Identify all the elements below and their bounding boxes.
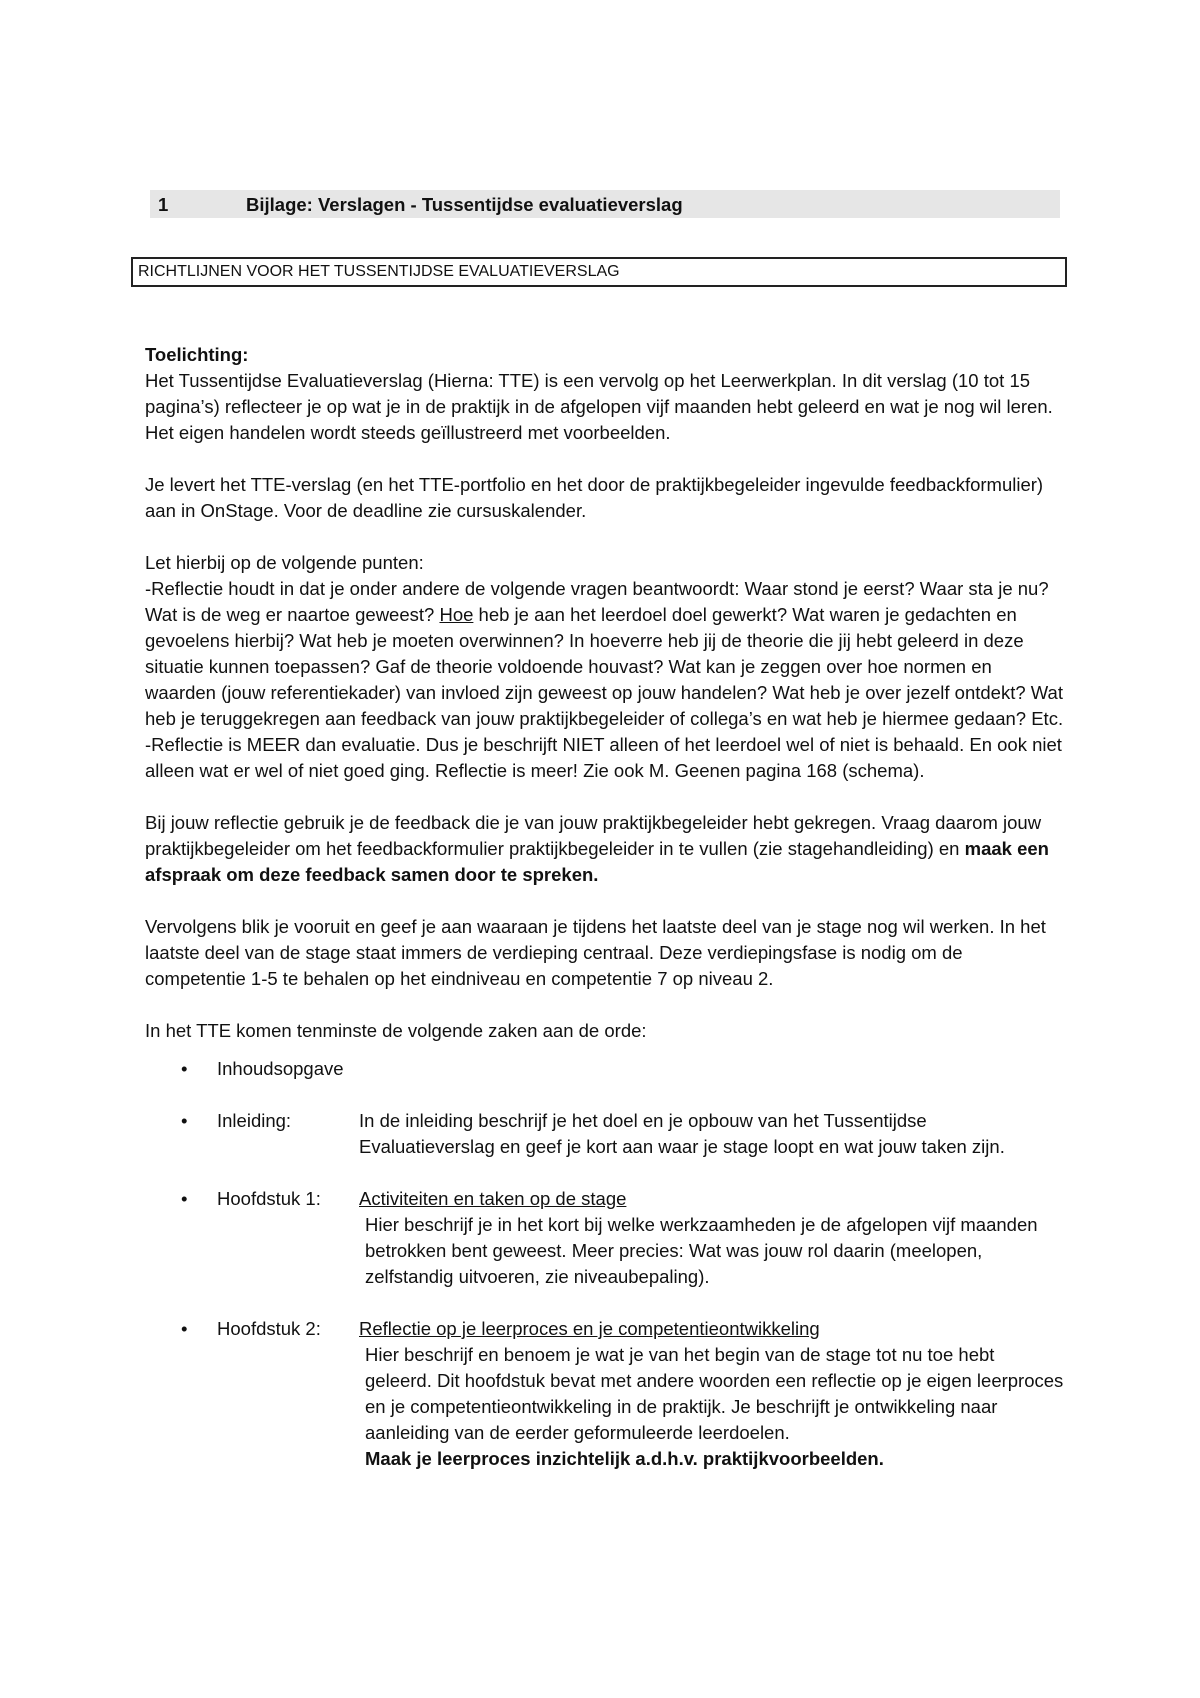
list-item (145, 1186, 1065, 1290)
para3-text: Bij jouw reflectie gebruik je de feedback die je van jouw praktijkbegeleider hebt gekregen. Vraag daarom jouw praktijkbegeleider om het feedbackformulier praktijkbegeleider in te vullen (zie stagehandleiding) en (145, 812, 1042, 859)
point1-hoe-underlined: Hoe (439, 604, 474, 625)
points-intro: Let hierbij op de volgende punten: (145, 552, 424, 573)
item-title: Activiteiten en taken op de stage (359, 1188, 627, 1209)
point1-text-a: -Reflectie houdt in dat je onder andere de volgende vragen beantwoordt: Waar stond je eerst? Waar sta je nu? Wat is de weg er naartoe geweest? (145, 578, 1049, 625)
item-text: Hier beschrijf en benoem je wat je van het begin van de stage tot nu toe hebt geleerd. Dit hoofdstuk bevat met andere woorden een reflectie op je eigen leerproces en je competentieontwikkeling in de praktijk. Je beschrijft je ontwikkeling naar aanleiding van de eerder geformuleerde leerdoelen. (365, 1344, 1064, 1443)
point-reflection-more: -Reflectie is MEER dan evaluatie. Dus je beschrijft NIET alleen of het leerdoel wel of niet is behaald. En ook niet alleen wat er wel of niet goed ging. Reflectie is meer! Zie ook M. Geenen pagina 168 (schema). (145, 734, 1062, 781)
paragraph-look-ahead: Vervolgens blik je vooruit en geef je aan waaraan je tijdens het laatste deel van je stage nog wil werken. In het laatste deel van de stage staat immers de verdieping centraal. Deze verdiepingsfase is nodig om de competentie 1-5 te behalen op het eindniveau en competentie 7 op niveau 2. (145, 916, 1046, 989)
list-item (145, 1108, 1065, 1160)
item-label: Hoofdstuk 1: (217, 1188, 321, 1209)
paragraph-contents-intro: In het TTE komen tenminste de volgende zaken aan de orde: (145, 1020, 647, 1041)
list-item (145, 1316, 1065, 1472)
item-bold-text: Maak je leerproces inzichtelijk a.d.h.v. praktijkvoorbeelden. (365, 1448, 884, 1469)
heading-title: Bijlage: Verslagen - Tussentijdse evaluatieverslag (246, 194, 683, 215)
bullet-icon: • (181, 1318, 188, 1339)
paragraph-submission: Je levert het TTE-verslag (en het TTE-portfolio en het door de praktijkbegeleider ingevulde feedbackformulier) aan in OnStage. Voor de deadline zie cursuskalender. (145, 474, 1044, 521)
item-title: Reflectie op je leerproces en je competentieontwikkeling (359, 1318, 820, 1339)
item-label: Inhoudsopgave (217, 1058, 344, 1079)
item-label: Inleiding: (217, 1110, 292, 1131)
item-text: Hier beschrijf je in het kort bij welke werkzaamheden je de afgelopen vijf maanden betrokken bent geweest. Meer precies: Wat was jouw rol daarin (meelopen, zelfstandig uitvoeren, zie niveaubepaling). (365, 1214, 1038, 1287)
contents-list (145, 1056, 1065, 1472)
point1-text-b: heb je aan het leerdoel doel gewerkt? Wat waren je gedachten en gevoelens hierbij? Wat heb je moeten overwinnen? In hoeverre heb jij de theorie die jij hebt geleerd in deze situatie kunnen toepassen? Gaf de theorie voldoende houvast? Wat kan je zeggen over hoe normen en waarden (jouw referentiekader) van invloed zijn geweest op jouw handelen? Wat heb je over jezelf ontdekt? Wat heb je teruggekregen aan feedback van jouw praktijkbegeleider of collega’s en wat heb je hiermee gedaan? Etc. (145, 604, 1064, 729)
guidelines-box-title: RICHTLIJNEN VOOR HET TUSSENTIJDSE EVALUATIEVERSLAG (131, 257, 1067, 287)
paragraph-feedback (145, 810, 1065, 888)
bullet-icon: • (181, 1188, 188, 1209)
toelichting-label: Toelichting: (145, 344, 249, 365)
paragraph-intro: Het Tussentijdse Evaluatieverslag (Hierna: TTE) is een vervolg op het Leerwerkplan. In dit verslag (10 tot 15 pagina’s) reflecteer je op wat je in de praktijk in de afgelopen vijf maanden hebt geleerd en wat je nog wil leren. Het eigen handelen wordt steeds geïllustreerd met voorbeelden. (145, 370, 1053, 443)
para3-bold: maak een afspraak om deze feedback samen door te spreken. (145, 838, 1049, 885)
heading-number: 1 (158, 194, 169, 215)
item-label: Hoofdstuk 2: (217, 1318, 321, 1339)
list-item (145, 1056, 1065, 1082)
bullet-icon: • (181, 1110, 188, 1131)
point-reflection-questions (145, 576, 1065, 732)
item-text: In de inleiding beschrijf je het doel en je opbouw van het Tussentijdse Evaluatieverslag en geef je kort aan waar je stage loopt en wat jouw taken zijn. (359, 1110, 1005, 1157)
document-body (145, 342, 1065, 1498)
bullet-icon: • (181, 1058, 188, 1079)
